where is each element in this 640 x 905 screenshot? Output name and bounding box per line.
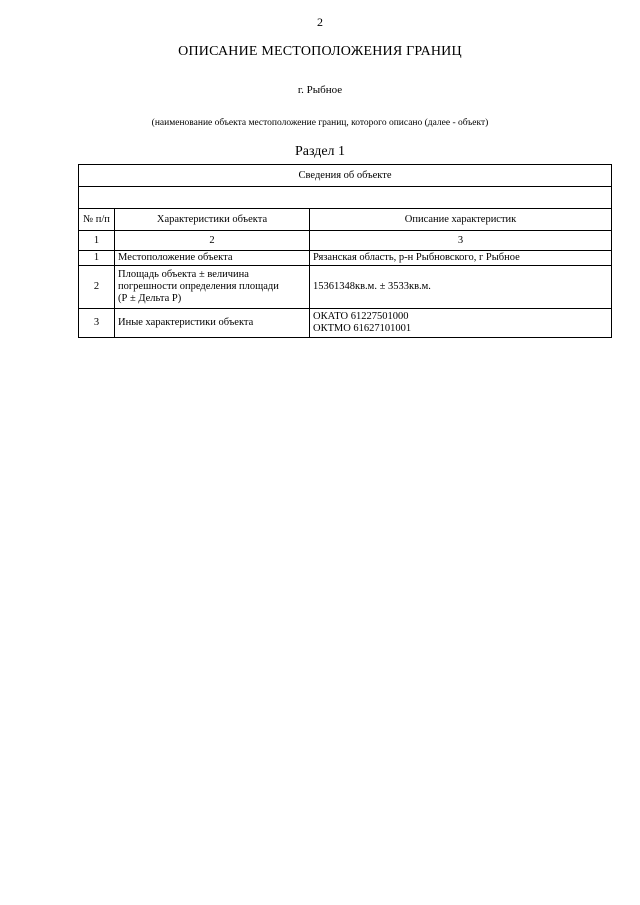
object-info-table	[78, 164, 612, 338]
object-name-caption: (наименование объекта местоположение границ, которого описано (далее - объект)	[151, 118, 489, 128]
row-description	[310, 309, 612, 338]
row-num: 3	[79, 309, 115, 338]
column-number-row	[79, 231, 612, 251]
row-description-line: 15361348кв.м. ± 3533кв.м.	[313, 281, 431, 292]
row-description	[310, 266, 612, 309]
column-number-2: 2	[115, 231, 310, 251]
row-description-line: ОКТМО 61627101001	[313, 323, 412, 334]
row-description	[310, 251, 612, 266]
page-number: 2	[317, 15, 323, 29]
row-characteristic	[115, 266, 310, 309]
column-header-description: Описание характеристик	[310, 209, 612, 231]
column-header-row	[79, 209, 612, 231]
row-num: 2	[79, 266, 115, 309]
document-title: ОПИСАНИЕ МЕСТОПОЛОЖЕНИЯ ГРАНИЦ	[178, 44, 462, 59]
table-row	[79, 309, 612, 338]
row-characteristic-line: Площадь объекта ± величина	[118, 269, 249, 280]
row-description-line: ОКАТО 61227501000	[313, 311, 409, 322]
row-characteristic-line: погрешности определения площади	[118, 281, 279, 292]
table-row	[79, 251, 612, 266]
column-header-num: № п/п	[79, 209, 115, 231]
row-characteristic	[115, 251, 310, 266]
row-description-line: Рязанская область, р-н Рыбновского, г Рыбное	[313, 252, 520, 263]
table-blank-cell	[79, 187, 612, 209]
section-title: Раздел 1	[294, 144, 346, 159]
table-header-row	[79, 165, 612, 187]
column-number-3: 3	[310, 231, 612, 251]
object-name: г. Рыбное	[297, 84, 343, 96]
row-characteristic-line: Местоположение объекта	[118, 252, 233, 263]
column-number-1: 1	[79, 231, 115, 251]
table-row	[79, 266, 612, 309]
row-characteristic	[115, 309, 310, 338]
row-characteristic-line: (Р ± Дельта Р)	[118, 293, 182, 304]
row-characteristic-line: Иные характеристики объекта	[118, 317, 254, 328]
table-blank-row	[79, 187, 612, 209]
column-header-characteristic: Характеристики объекта	[115, 209, 310, 231]
row-num: 1	[79, 251, 115, 266]
table-header: Сведения об объекте	[79, 165, 612, 187]
